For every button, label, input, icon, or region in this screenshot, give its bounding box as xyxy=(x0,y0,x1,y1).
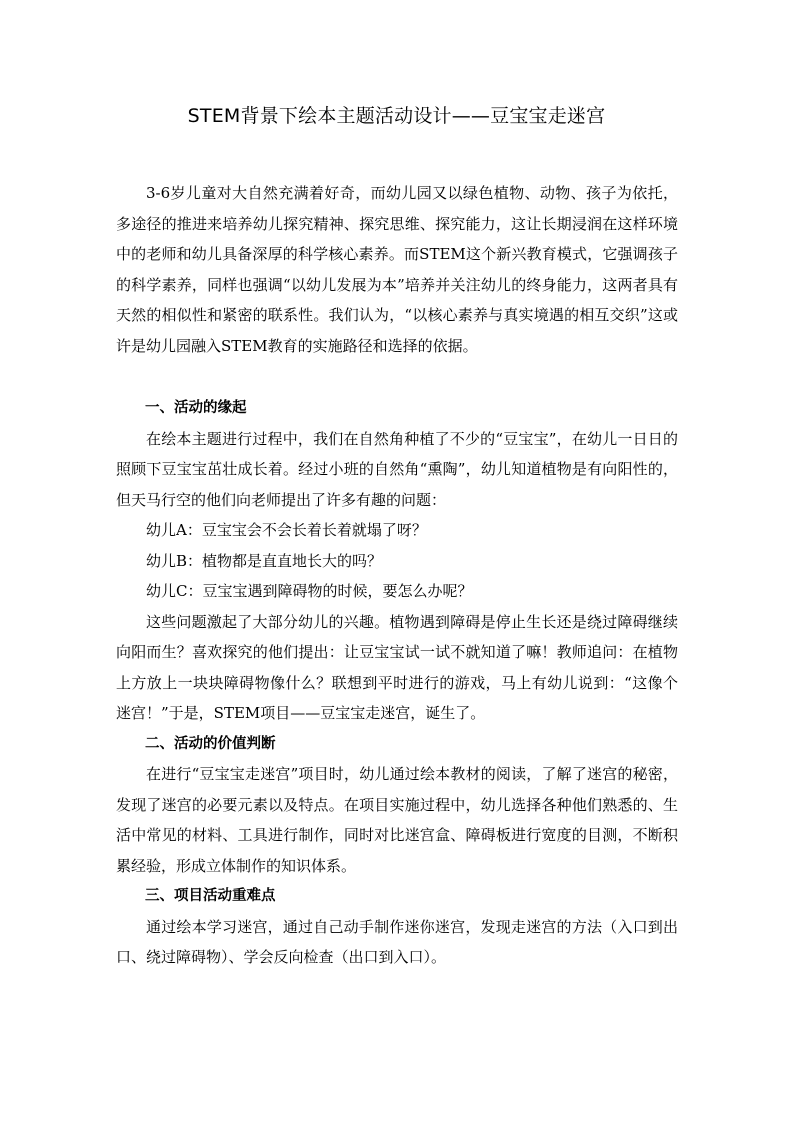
dialogue-line: 幼儿A：豆宝宝会不会长着长着就塌了呀？ xyxy=(146,521,427,539)
paragraph-gap xyxy=(116,361,678,393)
section-paragraph: 在绘本主题进行过程中，我们在自然角种植了不少的“豆宝宝”，在幼儿一日日的照顾下豆宝宝茁壮成长着。经过小班的自然角“熏陶”，幼儿知道植物是有向阳性的，但天马行空的他们向老师提出了许多有趣的问题： xyxy=(116,429,678,509)
section-heading: 三、项目活动重难点 xyxy=(145,888,276,904)
dialogue-line: 幼儿C：豆宝宝遇到障碍物的时候，要怎么办呢？ xyxy=(146,582,473,600)
dialogue-line: 幼儿B：植物都是直直地长大的吗？ xyxy=(146,551,383,570)
section-paragraph: 这些问题激起了大部分幼儿的兴趣。植物遇到障碍是停止生长还是绕过障碍继续向阳而生？喜欢探究的他们提出：让豆宝宝试一试不就知道了嘛！教师追问：在植物上方放上一块块障碍物像什么？联想到平时进行的游戏，马上有幼儿说到：“这像个迷宫！”于是，STEM项目——豆宝宝走迷宫，诞生了。 xyxy=(116,612,678,722)
section-paragraph: 在进行“豆宝宝走迷宫”项目时，幼儿通过绘本教材的阅读，了解了迷宫的秘密，发现了迷宫的必要元素以及特点。在项目实施过程中，幼儿选择各种他们熟悉的、生活中常见的材料、工具进行制作，同时对比迷宫盒、障碍板进行宽度的目测，不断积累经验，形成立体制作的知识体系。 xyxy=(116,765,678,875)
section-heading: 二、活动的价值判断 xyxy=(145,735,276,752)
section-heading: 一、活动的缘起 xyxy=(145,400,247,416)
document-title: STEM背景下绘本主题活动设计——豆宝宝走迷宫 xyxy=(187,105,606,127)
document-body xyxy=(116,178,678,973)
intro-paragraph: 3-6岁儿童对大自然充满着好奇，而幼儿园又以绿色植物、动物、孩子为依托，多途径的推进来培养幼儿探究精神、探究思维、探究能力，这让长期浸润在这样环境中的老师和幼儿具备深厚的科学核心素养。而STEM这个新兴教育模式，它强调孩子的科学素养，同样也强调“以幼儿发展为本”培养并关注幼儿的终身能力，这两者具有天然的相似性和紧密的联系性。我们认为，“以核心素养与真实境遇的相互交织”这或许是幼儿园融入STEM教育的实施路径和选择的依据。 xyxy=(116,184,678,355)
section-paragraph: 通过绘本学习迷宫，通过自己动手制作迷你迷宫，发现走迷宫的方法（入口到出口、绕过障碍物）、学会反向检查（出口到入口）。 xyxy=(116,917,678,966)
